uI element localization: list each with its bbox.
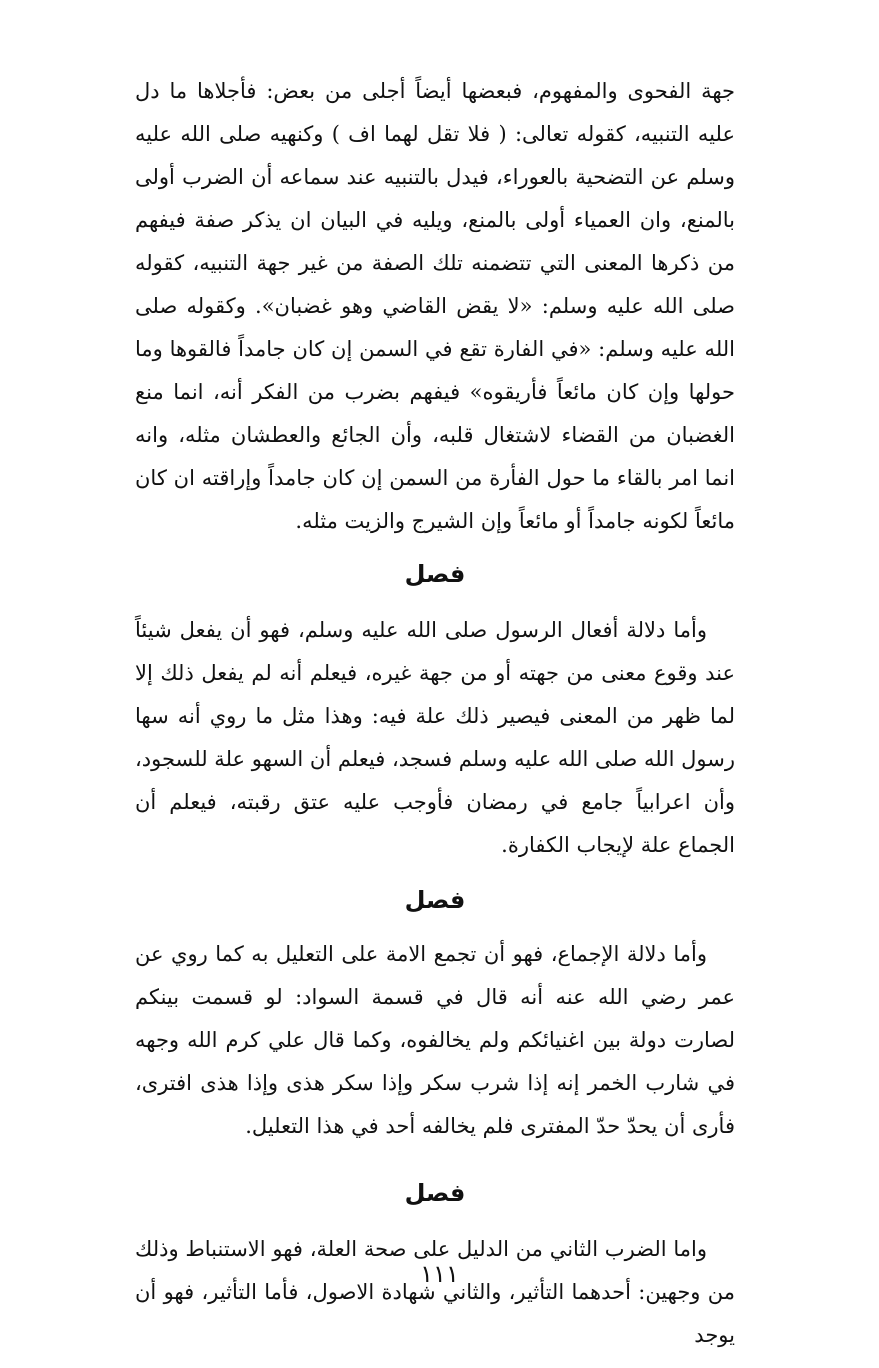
page-number: ١١١ (420, 1260, 459, 1288)
paragraph-text: وأما دلالة أفعال الرسول صلى الله عليه وسلم، فهو أن يفعل شيئاً عند وقوع معنى من جهته أو من جهة غيره، فيعلم أنه لم يفعل ذلك إلا لما ظهر من المعنى فيصير ذلك علة فيه: وهذا مثل ما روي أنه سها رسول الله صلى الله عليه وسلم فسجد، فيعلم أن السهو علة للسجود، وأن اعرابياً جامع في رمضان فأوجب عليه عتق رقبته، فيعلم أن الجماع علة لإيجاب الكفارة. (135, 618, 735, 857)
paragraph-text: وأما دلالة الإجماع، فهو أن تجمع الامة على التعليل به كما روي عن عمر رضي الله عنه أنه قال في قسمة السواد: لو قسمت بينكم لصارت دولة بين اغنيائكم ولم يخالفوه، وكما قال علي كرم الله وجهه في شارب الخمر إنه إذا شرب سكر وإذا سكر هذى وإذا هذى افترى، فأرى أن يحدّ حدّ المفترى فلم يخالفه أحد في هذا التعليل. (135, 942, 735, 1138)
section-heading: فصل (404, 886, 466, 914)
section-heading: فصل (404, 1179, 466, 1207)
book-page-body (135, 70, 735, 1357)
paragraph-text: واما الضرب الثاني من الدليل على صحة العلة، فهو الاستنباط وذلك من وجهين: أحدهما التأثير، والثاني شهادة الاصول، فأما التأثير، فهو أن يوجد (135, 1237, 735, 1347)
section-heading: فصل (404, 560, 466, 588)
paragraph-text: جهة الفحوى والمفهوم، فبعضها أيضاً أجلى من بعض: فأجلاها ما دل عليه التنبيه، كقوله تعالى: ( فلا تقل لهما اف ) وكنهيه صلى الله عليه وسلم عن التضحية بالعوراء، فيدل بالتنبيه عند سماعه أن الضرب أولى بالمنع، وان العمياء أولى بالمنع، ويليه في البيان ان يذكر صفة فيفهم من ذكرها المعنى التي تتضمنه تلك الصفة من غير جهة التنبيه، كقوله صلى الله عليه وسلم: «لا يقض القاضي وهو غضبان». وكقوله صلى الله عليه وسلم: «في الفارة تقع في السمن إن كان جامداً فالقوها وما حولها وإن كان مائعاً فأريقوه» فيفهم بضرب من الفكر أنه، انما منع الغضبان من القضاء لاشتغال قلبه، وأن الجائع والعطشان مثله، وانه انما امر بالقاء ما حول الفأرة من السمن إن كان جامداً وإراقته ان كان مائعاً لكونه جامداً أو مائعاً وإن الشيرج والزيت مثله. (135, 79, 735, 533)
